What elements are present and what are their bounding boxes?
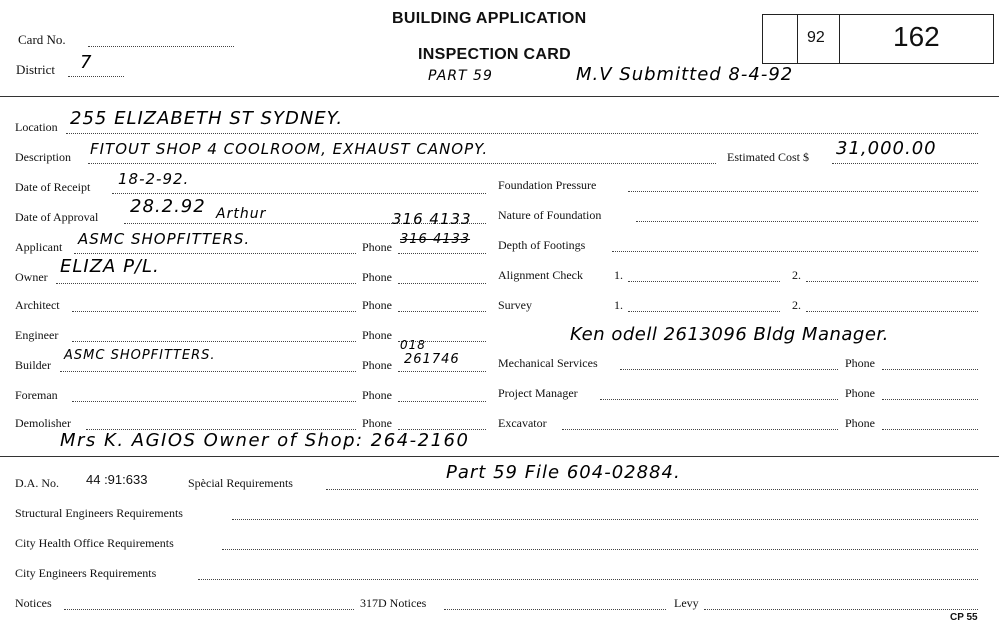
number-box-value: 162 xyxy=(893,21,940,52)
lower-divider xyxy=(0,456,999,457)
mechanical-note: Ken odell 2613096 Bldg Manager. xyxy=(570,324,889,345)
project-manager-phone-label: Phone xyxy=(845,386,875,400)
card-subtitle: INSPECTION CARD xyxy=(418,46,571,63)
builder-label: Builder xyxy=(15,358,51,372)
mechanical-services-label: Mechanical Services xyxy=(498,356,598,370)
applicant-phone-new: 316 4133 xyxy=(392,210,472,228)
notices-label: Notices xyxy=(15,596,52,610)
header-divider xyxy=(0,96,999,97)
survey-one: 1. xyxy=(614,298,623,312)
card-no-line xyxy=(88,46,234,47)
special-requirements-label: Spècial Requirements xyxy=(188,476,293,490)
foreman-label: Foreman xyxy=(15,388,58,402)
owner-value: ELIZA P/L. xyxy=(60,256,160,277)
applicant-value: ASMC SHOPFITTERS. xyxy=(78,230,251,248)
location-label: Location xyxy=(15,120,58,134)
applicant-phone-label: Phone xyxy=(362,240,392,254)
builder-phone-prefix: 018 xyxy=(400,338,426,352)
da-value: 44 :91:633 xyxy=(86,472,148,487)
date-receipt-value: 18-2-92. xyxy=(118,170,190,188)
builder-phone-value: 261746 xyxy=(404,352,460,367)
depth-footings-label: Depth of Footings xyxy=(498,238,586,252)
alignment-check-label: Alignment Check xyxy=(498,268,583,282)
alignment-one: 1. xyxy=(614,268,623,282)
architect-phone-label: Phone xyxy=(362,298,392,312)
card-number-box xyxy=(762,14,994,64)
nature-foundation-label: Nature of Foundation xyxy=(498,208,602,222)
location-value: 255 ELIZABETH ST SYDNEY. xyxy=(70,108,344,129)
engineer-phone-label: Phone xyxy=(362,328,392,342)
applicant-label: Applicant xyxy=(15,240,63,254)
owner-phone-label: Phone xyxy=(362,270,392,284)
foundation-pressure-label: Foundation Pressure xyxy=(498,178,597,192)
da-label: D.A. No. xyxy=(15,476,59,490)
alignment-two: 2. xyxy=(792,268,801,282)
structural-label: Structural Engineers Requirements xyxy=(15,506,183,520)
health-label: City Health Office Requirements xyxy=(15,536,174,550)
card-title: BUILDING APPLICATION xyxy=(392,10,587,27)
foreman-phone-label: Phone xyxy=(362,388,392,402)
date-receipt-label: Date of Receipt xyxy=(15,180,91,194)
card-no-label: Card No. xyxy=(18,32,66,47)
survey-label: Survey xyxy=(498,298,532,312)
levy-label: Levy xyxy=(674,596,699,610)
excavator-phone-label: Phone xyxy=(845,416,875,430)
architect-label: Architect xyxy=(15,298,60,312)
notices-317d-label: 317D Notices xyxy=(360,596,427,610)
demolisher-label: Demolisher xyxy=(15,416,71,430)
year-box-value: 92 xyxy=(807,29,825,46)
estimated-cost-value: 31,000.00 xyxy=(836,138,937,159)
mechanical-phone-label: Phone xyxy=(845,356,875,370)
builder-phone-label: Phone xyxy=(362,358,392,372)
handwritten-part: PART 59 xyxy=(428,68,493,84)
district-line xyxy=(68,76,124,77)
date-approval-label: Date of Approval xyxy=(15,210,99,224)
date-approval-value: 28.2.92 xyxy=(130,196,206,217)
owner-label: Owner xyxy=(15,270,48,284)
handwritten-submitted: M.V Submitted 8-4-92 xyxy=(576,64,794,85)
description-label: Description xyxy=(15,150,71,164)
city-engineers-label: City Engineers Requirements xyxy=(15,566,157,580)
estimated-cost-label: Estimated Cost $ xyxy=(727,150,809,164)
approval-note: Arthur xyxy=(216,206,267,222)
builder-value: ASMC SHOPFITTERS. xyxy=(64,348,216,363)
excavator-label: Excavator xyxy=(498,416,547,430)
description-value: FITOUT SHOP 4 COOLROOM, EXHAUST CANOPY. xyxy=(90,140,489,158)
project-manager-label: Project Manager xyxy=(498,386,578,400)
district-label: District xyxy=(16,62,55,77)
owner-note: Mrs K. AGIOS Owner of Shop: 264-2160 xyxy=(60,430,470,451)
demolisher-phone-label: Phone xyxy=(362,416,392,430)
special-requirements-value: Part 59 File 604-02884. xyxy=(446,462,681,483)
applicant-phone-struck: 316 4133 xyxy=(400,232,471,247)
survey-two: 2. xyxy=(792,298,801,312)
form-code: CP 55 xyxy=(950,612,978,623)
engineer-label: Engineer xyxy=(15,328,59,342)
district-value: 7 xyxy=(80,52,93,73)
